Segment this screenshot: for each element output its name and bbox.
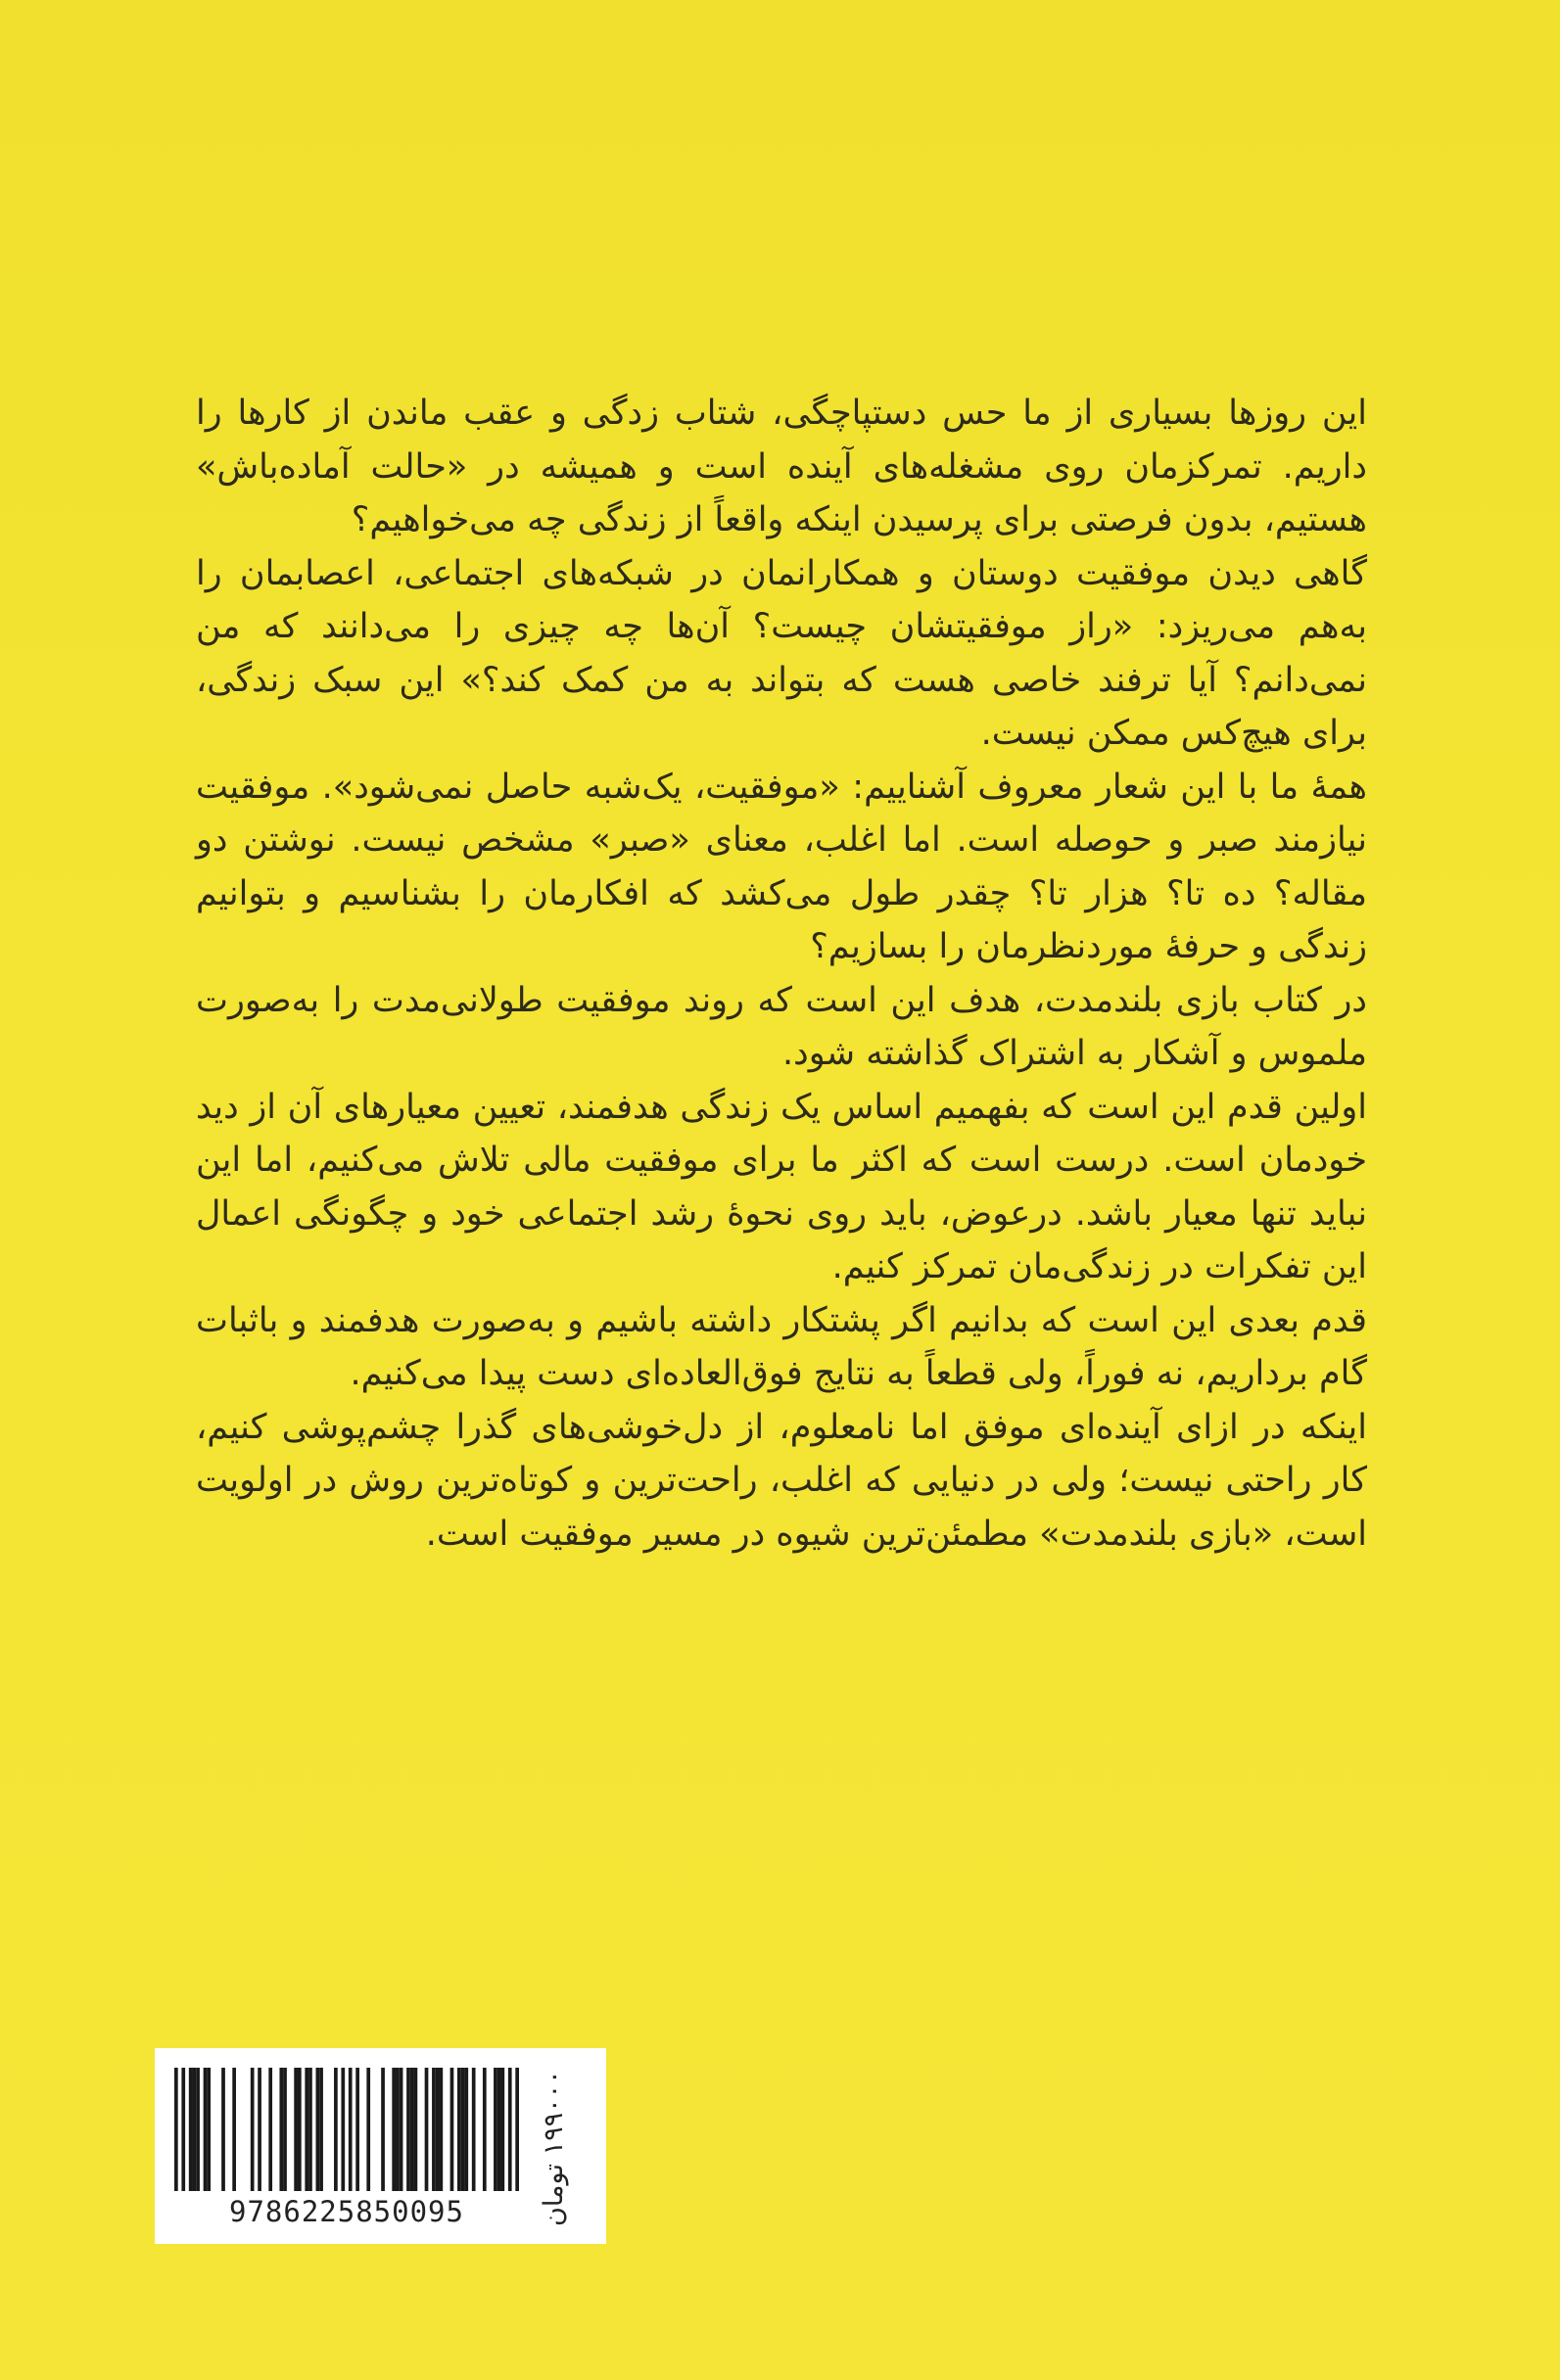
- barcode-bar-31: [414, 2068, 418, 2191]
- blurb-paragraph-6: قدم بعدی این است که بدانیم اگر پشتکار داشته باشیم و به‌صورت هدفمند و باثبات گام برداریم، نه فوراً، ولی قطعاً به نتایج فوق‌العاده‌ای دست پیدا می‌کنیم.: [196, 1300, 1367, 1393]
- barcode-bar-16: [305, 2068, 308, 2191]
- barcode-bar-36: [450, 2068, 454, 2191]
- barcode-bar-33: [432, 2068, 436, 2191]
- barcode-bar-29: [406, 2068, 410, 2191]
- barcode-bar-21: [341, 2068, 345, 2191]
- barcode-bar-11: [268, 2068, 272, 2191]
- barcode-bar-35: [439, 2068, 443, 2191]
- barcode-bar-37: [457, 2068, 461, 2191]
- barcode-bar-22: [349, 2068, 353, 2191]
- blurb-paragraph-5: اولین قدم این است که بفهمیم اساس یک زندگی هدفمند، تعیین معیارهای آن از دید خودمان است. درست است که اکثر ما برای موفقیت مالی تلاش می‌کنیم، اما این نباید تنها معیار باشد. درعوض، باید روی نحوهٔ رشد اجتماعی خود و چگونگی اعمال این تفکرات در زندگی‌مان تمرکز کنیم.: [196, 1087, 1367, 1286]
- barcode-bar-41: [483, 2068, 487, 2191]
- barcode-bar-18: [316, 2068, 320, 2191]
- blurb-paragraph-7: اینکه در ازای آینده‌ای موفق اما نامعلوم، از دل‌خوشی‌های گذرا چشم‌پوشی کنیم، کار راحتی نیست؛ ولی در دنیایی که اغلب، راحت‌ترین و کوتاه‌ترین روش در اولویت است، «بازی بلندمدت» مطمئن‌ترین شیوه در مسیر موفقیت است.: [196, 1407, 1367, 1554]
- barcode-bar-25: [381, 2068, 385, 2191]
- barcode-bar-28: [400, 2068, 403, 2191]
- barcode-bar-43: [497, 2068, 501, 2191]
- barcode-bar-45: [508, 2068, 512, 2191]
- barcode-bar-26: [392, 2068, 396, 2191]
- barcode-bar-27: [396, 2068, 400, 2191]
- barcode-bar-40: [472, 2068, 476, 2191]
- barcode-bar-13: [283, 2068, 287, 2191]
- isbn-number: 9786225850095: [229, 2195, 464, 2228]
- barcode-bar-8: [232, 2068, 236, 2191]
- barcode-bar-2: [189, 2068, 193, 2191]
- barcode-bar-15: [298, 2068, 302, 2191]
- barcode-bar-32: [425, 2068, 429, 2191]
- blurb-paragraph-2: گاهی دیدن موفقیت دوستان و همکارانمان در شبکه‌های اجتماعی، اعصابمان را به‌هم می‌ریزد: «راز موفقیتشان چیست؟ آن‌ها چه چیزی را می‌دانند که من نمی‌دانم؟ آیا ترفند خاصی هست که بتواند به من کمک کند؟» این سبک زندگی، برای هیچ‌کس ممکن نیست.: [196, 553, 1367, 753]
- barcode-bar-10: [258, 2068, 261, 2191]
- blurb-paragraph-1: این روزها بسیاری از ما حس دستپاچگی، شتاب زدگی و عقب ماندن از کارها را داریم. تمرکزمان روی مشغله‌های آینده است و همیشه در «حالت آماده‌باش» هستیم، بدون فرصتی برای پرسیدن اینکه واقعاً از زندگی چه می‌خواهیم؟: [196, 394, 1367, 539]
- barcode-bar-17: [308, 2068, 312, 2191]
- barcode-bar-44: [500, 2068, 504, 2191]
- barcode-bar-38: [461, 2068, 465, 2191]
- barcode-bar-24: [366, 2068, 370, 2191]
- blurb-text: [196, 387, 1367, 1561]
- blurb-paragraph-4: در کتاب بازی بلندمدت، هدف این است که روند موفقیت طولانی‌مدت را به‌صورت ملموس و آشکار به اشتراک گذاشته شود.: [196, 980, 1367, 1073]
- barcode-bar-46: [515, 2068, 519, 2191]
- barcode-bar-12: [279, 2068, 283, 2191]
- barcode-bar-14: [294, 2068, 298, 2191]
- barcode-bar-39: [464, 2068, 468, 2191]
- barcode-bar-34: [436, 2068, 440, 2191]
- barcode-bar-4: [196, 2068, 200, 2191]
- barcode-label: [155, 2048, 606, 2244]
- barcode-bar-42: [494, 2068, 497, 2191]
- barcode-bar-20: [334, 2068, 338, 2191]
- barcode-bar-5: [204, 2068, 208, 2191]
- blurb-paragraph-3: همهٔ ما با این شعار معروف آشناییم: «موفقیت، یک‌شبه حاصل نمی‌شود». موفقیت نیازمند صبر و حوصله است. اما اغلب، معنای «صبر» مشخص نیست. نوشتن دو مقاله؟ ده تا؟ هزار تا؟ چقدر طول می‌کشد که افکارمان را بشناسیم و بتوانیم زندگی و حرفهٔ موردنظرمان را بسازیم؟: [196, 767, 1367, 966]
- barcode-bar-6: [207, 2068, 211, 2191]
- barcode-bar-3: [193, 2068, 197, 2191]
- barcode-bar-1: [181, 2068, 185, 2191]
- barcode-bar-9: [251, 2068, 255, 2191]
- barcode-bar-0: [174, 2068, 178, 2191]
- barcode-bars: [174, 2068, 519, 2191]
- barcode-bar-30: [410, 2068, 414, 2191]
- price-label: ۱۹۹۰۰۰ تومان: [539, 2070, 569, 2227]
- barcode-bar-23: [355, 2068, 359, 2191]
- barcode-bar-19: [319, 2068, 323, 2191]
- barcode-bar-7: [221, 2068, 225, 2191]
